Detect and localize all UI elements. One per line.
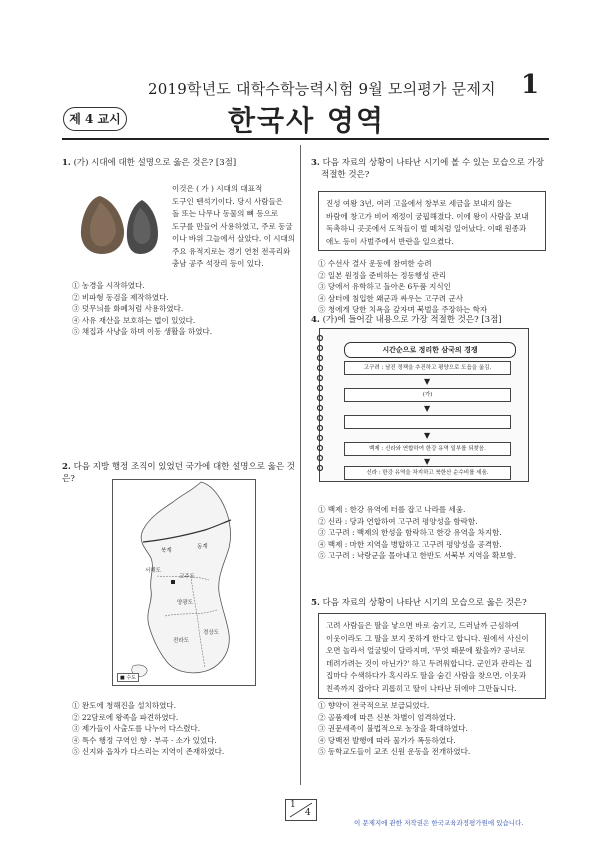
question-4-choices bbox=[318, 504, 516, 562]
choice-4[interactable]: ④ 당백전 발행에 따라 물가가 폭등하였다. bbox=[318, 735, 456, 745]
question-1-choices bbox=[72, 280, 212, 338]
goryeo-map bbox=[112, 479, 256, 686]
question-4-prompt bbox=[311, 314, 551, 326]
subject-title: 한국사 영역 bbox=[228, 104, 385, 137]
flow-step-baekje: 백제 : 신라와 연합하여 한강 유역 일부를 되찾음. bbox=[344, 442, 511, 456]
choice-3[interactable]: ③ 권문세족이 불법적으로 농장을 확대하였다. bbox=[318, 724, 468, 733]
choice-1[interactable]: ① 향약이 전국적으로 보급되었다. bbox=[318, 701, 430, 710]
passage-line: 집마다 수색하다가 혹시라도 딸을 숨긴 사람을 찾으면, 이웃과 bbox=[326, 671, 527, 680]
question-1-passage bbox=[172, 183, 300, 271]
notebook-title: 시간순으로 정리한 삼국의 경쟁 bbox=[344, 342, 516, 358]
passage-line: 진성 여왕 3년, 여러 고을에서 창부로 세금을 보내지 않는 bbox=[326, 199, 512, 208]
map-label-yanggwangdo: 양광도 bbox=[177, 600, 193, 606]
choice-3[interactable]: ③ 제가들이 사출도를 나누어 다스렸다. bbox=[72, 724, 201, 733]
question-text: (가)에 들어갈 내용으로 가장 적절한 것은? [3점] bbox=[322, 315, 502, 325]
choice-5[interactable]: ⑤ 동학교도들이 교조 신원 운동을 전개하였다. bbox=[318, 747, 471, 756]
peninsula-outline bbox=[113, 480, 255, 685]
page-slash-icon bbox=[286, 800, 316, 820]
page-indicator bbox=[285, 799, 317, 821]
choice-2[interactable]: ② 22담로에 왕족을 파견하였다. bbox=[72, 712, 179, 722]
passage-line: 도구를 만들어 사용하였고, 주로 동굴 bbox=[172, 221, 293, 231]
flow-step-blank bbox=[344, 415, 511, 429]
choice-2[interactable]: ② 비파형 동검을 제작하였다. bbox=[72, 292, 169, 302]
choice-5[interactable]: ⑤ 고구려 : 낙랑군을 몰아내고 한반도 서북부 지역을 확보함. bbox=[318, 551, 517, 560]
map-label-gyeongsangdo: 경상도 bbox=[203, 630, 219, 636]
choice-4[interactable]: ④ 특수 행정 구역인 향 · 부곡 · 소가 있었다. bbox=[72, 735, 217, 745]
question-3-passage bbox=[318, 191, 546, 251]
notebook-spiral bbox=[314, 334, 326, 476]
choice-2[interactable]: ② 일본 원정을 준비하는 정동행성 관리 bbox=[318, 270, 447, 280]
passage-line: 데려가려는 것이 아닌가?' 하고 두려워합니다. 군인과 관리는 집 bbox=[326, 658, 533, 668]
arrow-down-icon: ▼ bbox=[424, 377, 431, 386]
passage-line: 이웃이라도 그 딸을 보지 못하게 한다고 합니다. 원에서 사신이 bbox=[326, 633, 529, 643]
passage-line: 오면 놀라서 얼굴빛이 달라지며, '무엇 때문에 왔을까? 공녀로 bbox=[326, 646, 526, 655]
passage-line: 이나 바위 그늘에서 살았다. 이 시대의 bbox=[172, 234, 295, 243]
passage-line: 주요 유적지로는 경기 연천 전곡리와 bbox=[172, 246, 291, 256]
header-rule bbox=[62, 138, 549, 140]
map-label-seohaedo: 서해도 bbox=[145, 568, 161, 574]
copyright-note: 이 문제지에 관한 저작권은 한국교육과정평가원에 있습니다. bbox=[354, 819, 524, 827]
question-3-prompt bbox=[311, 157, 551, 181]
column-divider bbox=[300, 145, 301, 785]
choice-4[interactable]: ④ 사유 재산을 보호하는 법이 있었다. bbox=[72, 315, 196, 325]
question-number: 1. bbox=[62, 158, 71, 168]
question-2-choices bbox=[72, 700, 224, 758]
passage-line: 충남 공주 석장리 등이 있다. bbox=[172, 259, 264, 268]
arrow-down-icon: ▼ bbox=[424, 404, 431, 413]
passage-line: 돌 또는 나무나 동물의 뼈 등으로 bbox=[172, 209, 279, 218]
map-legend: ■ 수도 bbox=[117, 673, 139, 682]
stone-tool-image-1 bbox=[78, 194, 126, 256]
flow-step-1: 고구려 : 남진 정책을 추진하고 평양으로 도읍을 옮김. bbox=[344, 361, 511, 375]
choice-1[interactable]: ① 농경을 시작하였다. bbox=[72, 281, 145, 290]
passage-line: 고려 사람들은 딸을 낳으면 바로 숨기고, 드러날까 근심하여 bbox=[326, 621, 519, 630]
choice-3[interactable]: ③ 당에서 유학하고 돌아온 6두품 지식인 bbox=[318, 282, 451, 291]
arrow-down-icon: ▼ bbox=[424, 431, 431, 440]
question-number: 5. bbox=[311, 598, 320, 608]
question-text-cont: 적절한 것은? bbox=[321, 170, 370, 180]
stone-tool-image-2 bbox=[124, 198, 160, 256]
question-text: 다음 자료의 상황이 나타난 시기의 모습으로 옳은 것은? bbox=[322, 598, 527, 608]
question-5-passage bbox=[318, 613, 546, 699]
choice-1[interactable]: ① 백제 : 한강 유역에 터를 잡고 나라를 세움. bbox=[318, 505, 466, 514]
choice-1[interactable]: ① 완도에 청해진을 설치하였다. bbox=[72, 701, 176, 710]
session-badge: 제 4 교시 bbox=[63, 107, 127, 131]
question-number: 2. bbox=[62, 462, 71, 472]
choice-3[interactable]: ③ 고구려 : 백제의 한성을 함락하고 한강 유역을 차지함. bbox=[318, 528, 502, 537]
arrow-down-icon: ▼ bbox=[424, 457, 431, 466]
exam-title: 2019학년도 대학수학능력시험 9월 모의평가 문제지 bbox=[148, 80, 496, 98]
choice-5[interactable]: ⑤ 신지와 읍차가 다스리는 지역이 존재하였다. bbox=[72, 747, 225, 756]
question-text: 다음 지방 행정 조직이 있었던 국가에 대한 설명으로 옳은 것은? bbox=[62, 462, 295, 484]
passage-line: 도구인 뗀석기이다. 당시 사람들은 bbox=[172, 196, 283, 206]
choice-2[interactable]: ② 신라 : 당과 연합하여 고구려 평양성을 함락함. bbox=[318, 516, 478, 526]
choice-3[interactable]: ③ 덧무늬를 화폐처럼 사용하였다. bbox=[72, 304, 184, 313]
passage-line: 독촉하니 곳곳에서 도적들이 벌 떼처럼 일어났다. 이때 원종과 bbox=[326, 224, 527, 233]
question-number: 3. bbox=[311, 158, 320, 168]
page-total: 4 bbox=[305, 808, 311, 818]
map-label-bukgye: 북계 bbox=[161, 548, 172, 554]
choice-4[interactable]: ④ 삼터에 침입한 왜군과 싸우는 고구려 군사 bbox=[318, 293, 463, 303]
flow-step-silla: 신라 : 한강 유역을 차지하고 북한산 순수비를 세움. bbox=[344, 466, 511, 480]
question-text: 다음 자료의 상황이 나타난 시기에 볼 수 있는 모습으로 가장 bbox=[322, 158, 544, 168]
passage-line: 바람에 창고가 비어 재정이 궁핍해졌다. 이에 왕이 사람을 보내 bbox=[326, 211, 529, 221]
passage-line: 친족까지 잡아다 괴롭히고 딸이 나타난 뒤에야 그만둡니다. bbox=[326, 683, 517, 693]
passage-line: 애노 등이 사벌주에서 반란을 일으켰다. bbox=[326, 236, 454, 246]
map-label-jeollado: 전라도 bbox=[173, 638, 189, 644]
page-number: 1 bbox=[521, 70, 540, 100]
question-text: (가) 시대에 대한 설명으로 옳은 것은? [3점] bbox=[73, 158, 237, 168]
choice-5[interactable]: ⑤ 채집과 사냥을 하며 이동 생활을 하였다. bbox=[72, 327, 213, 336]
question-1-prompt bbox=[62, 157, 297, 169]
question-number: 4. bbox=[311, 315, 320, 325]
choice-5[interactable]: ⑤ 청에게 당한 치욕을 갚자며 북벌을 주장하는 학자 bbox=[318, 305, 488, 314]
choice-2[interactable]: ② 골품제에 따른 신분 차별이 엄격하였다. bbox=[318, 712, 456, 722]
question-5-choices bbox=[318, 700, 470, 758]
passage-line: 이것은 ( 가 ) 시대의 대표적 bbox=[172, 184, 263, 193]
question-5-prompt bbox=[311, 597, 551, 609]
choice-1[interactable]: ① 수선사 결사 운동에 참여한 승려 bbox=[318, 259, 432, 268]
flow-step-ga: (가) bbox=[344, 388, 511, 402]
choice-4[interactable]: ④ 백제 : 마한 지역을 병합하고 고구려 평양성을 공격함. bbox=[318, 539, 502, 549]
map-label-donggye: 동계 bbox=[197, 544, 208, 550]
map-label-gyojudo: 교주도 bbox=[179, 574, 195, 580]
question-3-choices bbox=[318, 258, 487, 316]
page-current: 1 bbox=[290, 800, 296, 810]
